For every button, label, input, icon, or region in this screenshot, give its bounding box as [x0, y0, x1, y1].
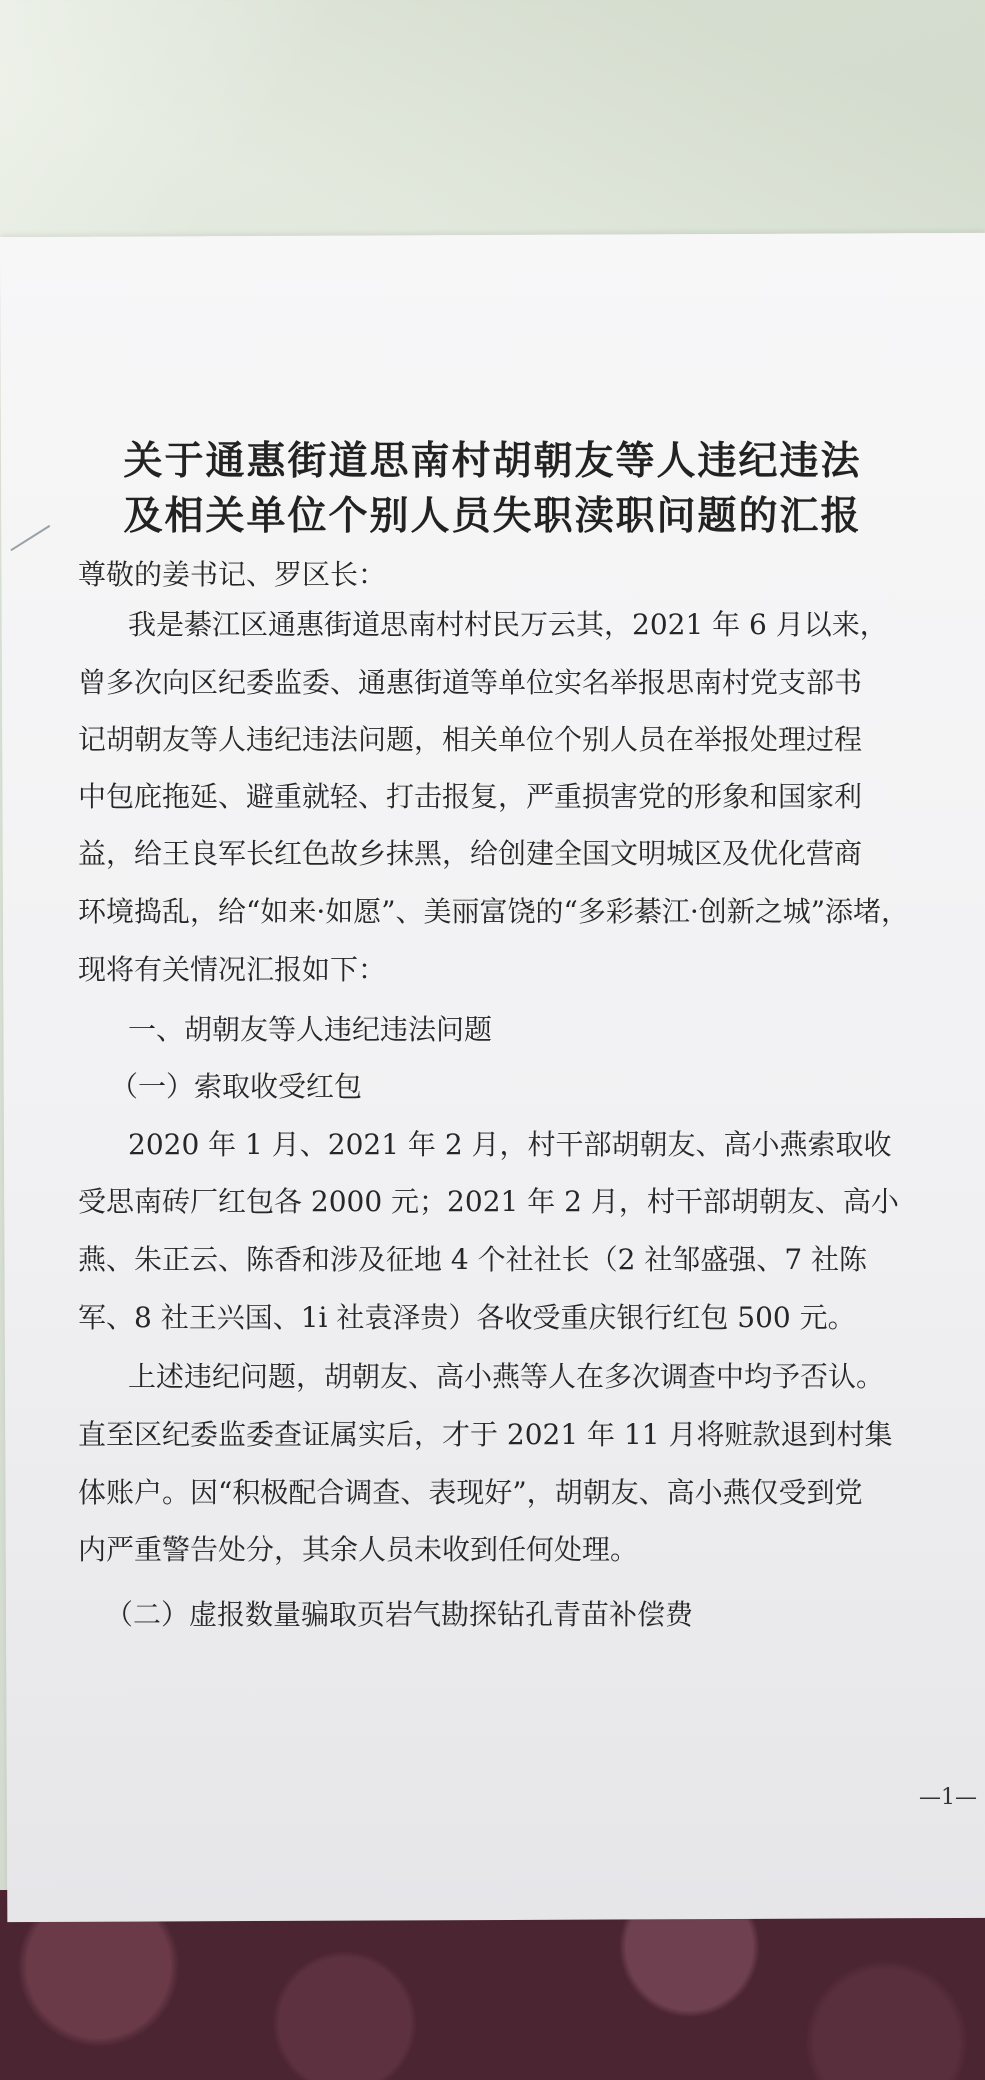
subsection-heading: （一）索取收受红包: [110, 1070, 363, 1103]
paragraph-line: 我是綦江区通惠街道思南村村民万云其，2021 年 6 月以来，: [128, 608, 888, 641]
page-number: —1—: [919, 1785, 977, 1810]
document-title-line2: 及相关单位个别人员失职渎职问题的汇报: [123, 494, 862, 539]
paragraph-line: 益，给王良军长红色故乡抹黑，给创建全国文明城区及优化营商: [78, 837, 863, 870]
paragraph-line: 燕、朱正云、陈香和涉及征地 4 个社社长（2 社邹盛强、7 社陈: [78, 1243, 868, 1276]
paragraph-line: 记胡朝友等人违纪违法问题，相关单位个别人员在举报处理过程: [78, 723, 863, 756]
paragraph-line: 受思南砖厂红包各 2000 元；2021 年 2 月，村干部胡朝友、高小: [78, 1185, 899, 1218]
section-heading: 一、胡朝友等人违纪违法问题: [128, 1013, 493, 1046]
paragraph-line: 上述违纪问题，胡朝友、高小燕等人在多次调查中均予否认。: [128, 1360, 885, 1393]
document-title-line1: 关于通惠街道思南村胡朝友等人违纪违法: [123, 439, 862, 484]
salutation: 尊敬的姜书记、罗区长：: [78, 558, 387, 591]
paragraph-line: 环境捣乱，给“如来·如愿”、美丽富饶的“多彩綦江·创新之城”添堵，: [78, 895, 910, 928]
paragraph-line: 曾多次向区纪委监委、通惠街道等单位实名举报思南村党支部书: [78, 666, 863, 699]
paragraph-line: 军、8 社王兴国、1i 社袁泽贵）各收受重庆银行红包 500 元。: [78, 1301, 856, 1334]
paragraph-line: 中包庇拖延、避重就轻、打击报复，严重损害党的形象和国家利: [78, 780, 863, 813]
paragraph-line: 体账户。因“积极配合调查、表现好”，胡朝友、高小燕仅受到党: [78, 1476, 863, 1509]
subsection-heading: （二）虚报数量骗取页岩气勘探钻孔青苗补偿费: [105, 1598, 694, 1631]
paragraph-line: 现将有关情况汇报如下：: [78, 953, 387, 986]
paragraph-line: 直至区纪委监委查证属实后，才于 2021 年 11 月将赃款退到村集: [78, 1418, 893, 1451]
marble-background: [0, 0, 985, 270]
paragraph-line: 内严重警告处分，其余人员未收到任何处理。: [78, 1533, 639, 1566]
paragraph-line: 2020 年 1 月、2021 年 2 月，村干部胡朝友、高小燕索取收: [128, 1128, 892, 1161]
